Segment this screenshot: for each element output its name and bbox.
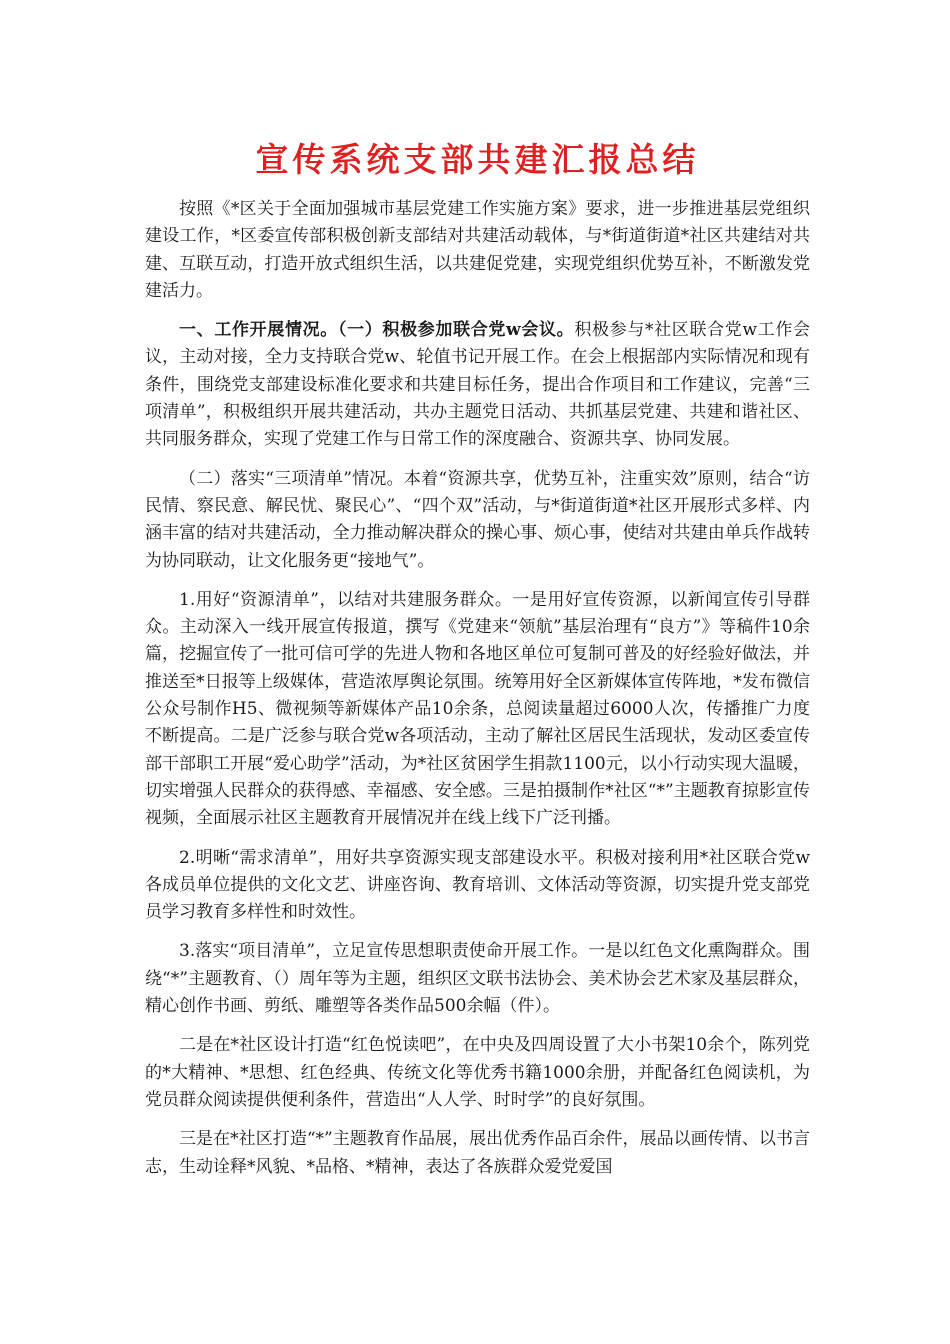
item3-paragraph: 3.落实“项目清单”，立足宣传思想职责使命开展工作。一是以红色文化熏陶群众。围绕“*”主题教育、（）周年等为主题，组织区文联书法协会、美术协会艺术家及基层群众，精心创作书画、剪纸、雕塑等各类作品500余幅（件）。 — [145, 941, 810, 1017]
document-page — [145, 130, 810, 1193]
document-title: 宣传系统支部共建汇报总结 — [255, 140, 700, 179]
section2-paragraph: （二）落实“三项清单”情况。本着“资源共享，优势互补，注重实效”原则，结合“访民情、察民意、解民忧、聚民心”、“四个双”活动，与*街道街道*社区开展形式多样、内涵丰富的结对共建活动，全力推动解决群众的操心事、烦心事，使结对共建由单兵作战转为协同联动，让文化服务更“接地气”。 — [145, 468, 810, 571]
item2-paragraph: 2.明晰“需求清单”，用好共享资源实现支部建设水平。积极对接利用*社区联合党w各成员单位提供的文化文艺、讲座咨询、教育培训、文体活动等资源，切实提升党支部党员学习教育多样性和时效性。 — [145, 847, 810, 923]
item1-paragraph: 1.用好“资源清单”，以结对共建服务群众。一是用好宣传资源，以新闻宣传引导群众。主动深入一线开展宣传报道，撰写《党建来“领航”基层治理有“良方”》等稿件10余篇，挖掘宣传了一批可信可学的先进人物和各地区单位可复制可普及的好经验好做法，并推送至*日报等上级媒体，营造浓厚舆论氛围。统筹用好全区新媒体宣传阵地，*发布微信公众号制作H5、微视频等新媒体产品10余条，总阅读量超过6000人次，传播推广力度不断提高。二是广泛参与联合党w各项活动，主动了解社区居民生活现状，发动区委宣传部干部职工开展“爱心助学”活动，为*社区贫困学生捐款1100元，以小行动实现大温暖，切实增强人民群众的获得感、幸福感、安全感。三是拍摄制作*社区“*”主题教育掠影宣传视频，全面展示社区主题教育开展情况并在线上线下广泛刊播。 — [145, 589, 810, 829]
section1-heading: 一、工作开展情况。（一）积极参加联合党w会议。 — [179, 320, 575, 341]
section1-paragraph — [145, 317, 810, 453]
item3-part3-paragraph: 三是在*社区打造“*”主题教育作品展，展出优秀作品百余件，展品以画传情、以书言志，生动诠释*风貌、*品格、*精神，表达了各族群众爱党爱国 — [145, 1129, 810, 1177]
item3-part2-paragraph: 二是在*社区设计打造“红色悦读吧”，在中央及四周设置了大小书架10余个，陈列党的*大精神、*思想、红色经典、传统文化等优秀书籍1000余册，并配备红色阅读机，为党员群众阅读提供便利条件，营造出“人人学、时时学”的良好氛围。 — [145, 1035, 810, 1110]
intro-paragraph: 按照《*区关于全面加强城市基层党建工作实施方案》要求，进一步推进基层党组织建设工作，*区委宣传部积极创新支部结对共建活动载体，与*街道街道*社区共建结对共建、互联互动，打造开放式组织生活，以共建促党建，实现党组织优势互补，不断激发党建活力。 — [145, 199, 810, 301]
section1-body: 积极参与*社区联合党w工作会议，主动对接，全力支持联合党w、轮值书记开展工作。在会上根据部内实际情况和现有条件，围绕党支部建设标准化要求和共建目标任务，提出合作项目和工作建议，完善“三项清单”，积极组织开展共建活动，共办主题党日活动、共抓基层党建、共建和谐社区、共同服务群众，实现了党建工作与日常工作的深度融合、资源共享、协同发展。 — [145, 320, 810, 450]
